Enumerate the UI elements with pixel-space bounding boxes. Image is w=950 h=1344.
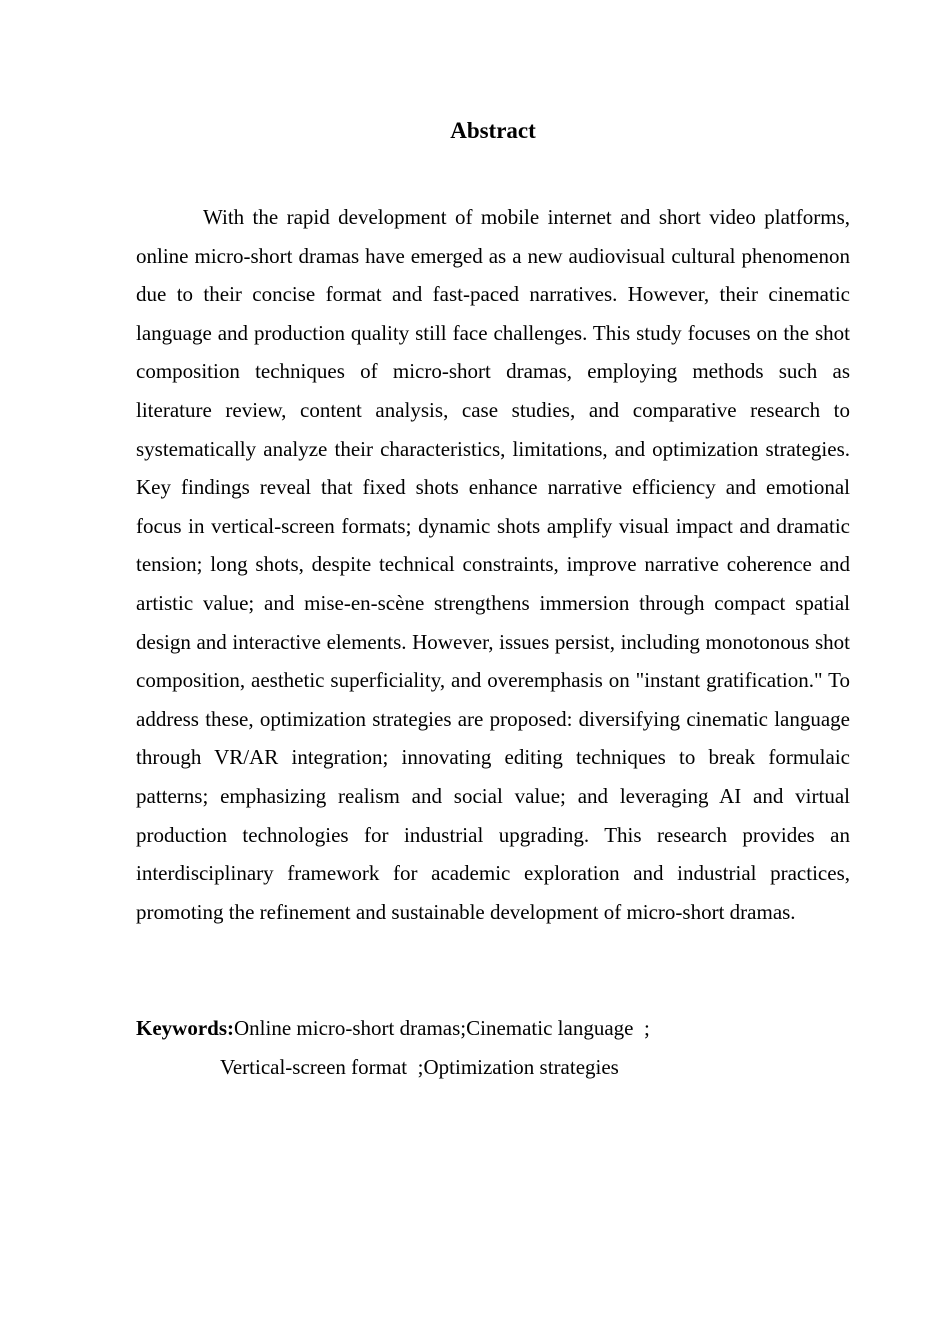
abstract-body: With the rapid development of mobile internet and short video platforms, online micro-short dramas have emerged as a new audiovisual cultural phenomenon due to their concise format and fast-paced narratives. However, their cinematic language and production quality still face challenges. This study focuses on the shot composition techniques of micro-short dramas, employing methods such as literature review, content analysis, case studies, and comparative research to systematically analyze their characteristics, limitations, and optimization strategies. Key findings reveal that fixed shots enhance narrative efficiency and emotional focus in vertical-screen formats; dynamic shots amplify visual impact and dramatic tension; long shots, despite technical constraints, improve narrative coherence and artistic value; and mise-en-scène strengthens immersion through compact spatial design and interactive elements. However, issues persist, including monotonous shot composition, aesthetic superficiality, and overemphasis on "instant gratification." To address these, optimization strategies are proposed: diversifying cinematic language through VR/AR integration; innovating editing techniques to break formulaic patterns; emphasizing realism and social value; and leveraging AI and virtual production technologies for industrial upgrading. This research provides an interdisciplinary framework for academic exploration and industrial practices, promoting the refinement and sustainable development of micro-short dramas. (136, 205, 850, 924)
abstract-title: Abstract (450, 118, 536, 143)
keywords-line-1 (136, 1009, 850, 1048)
keywords-label: Keywords: (136, 1016, 234, 1040)
keywords-list-part-2: Vertical-screen format ;Optimization strategies (220, 1054, 619, 1079)
keywords-section (136, 1009, 850, 1086)
keywords-list-part-1: Online micro-short dramas;Cinematic language ; (234, 1016, 650, 1040)
